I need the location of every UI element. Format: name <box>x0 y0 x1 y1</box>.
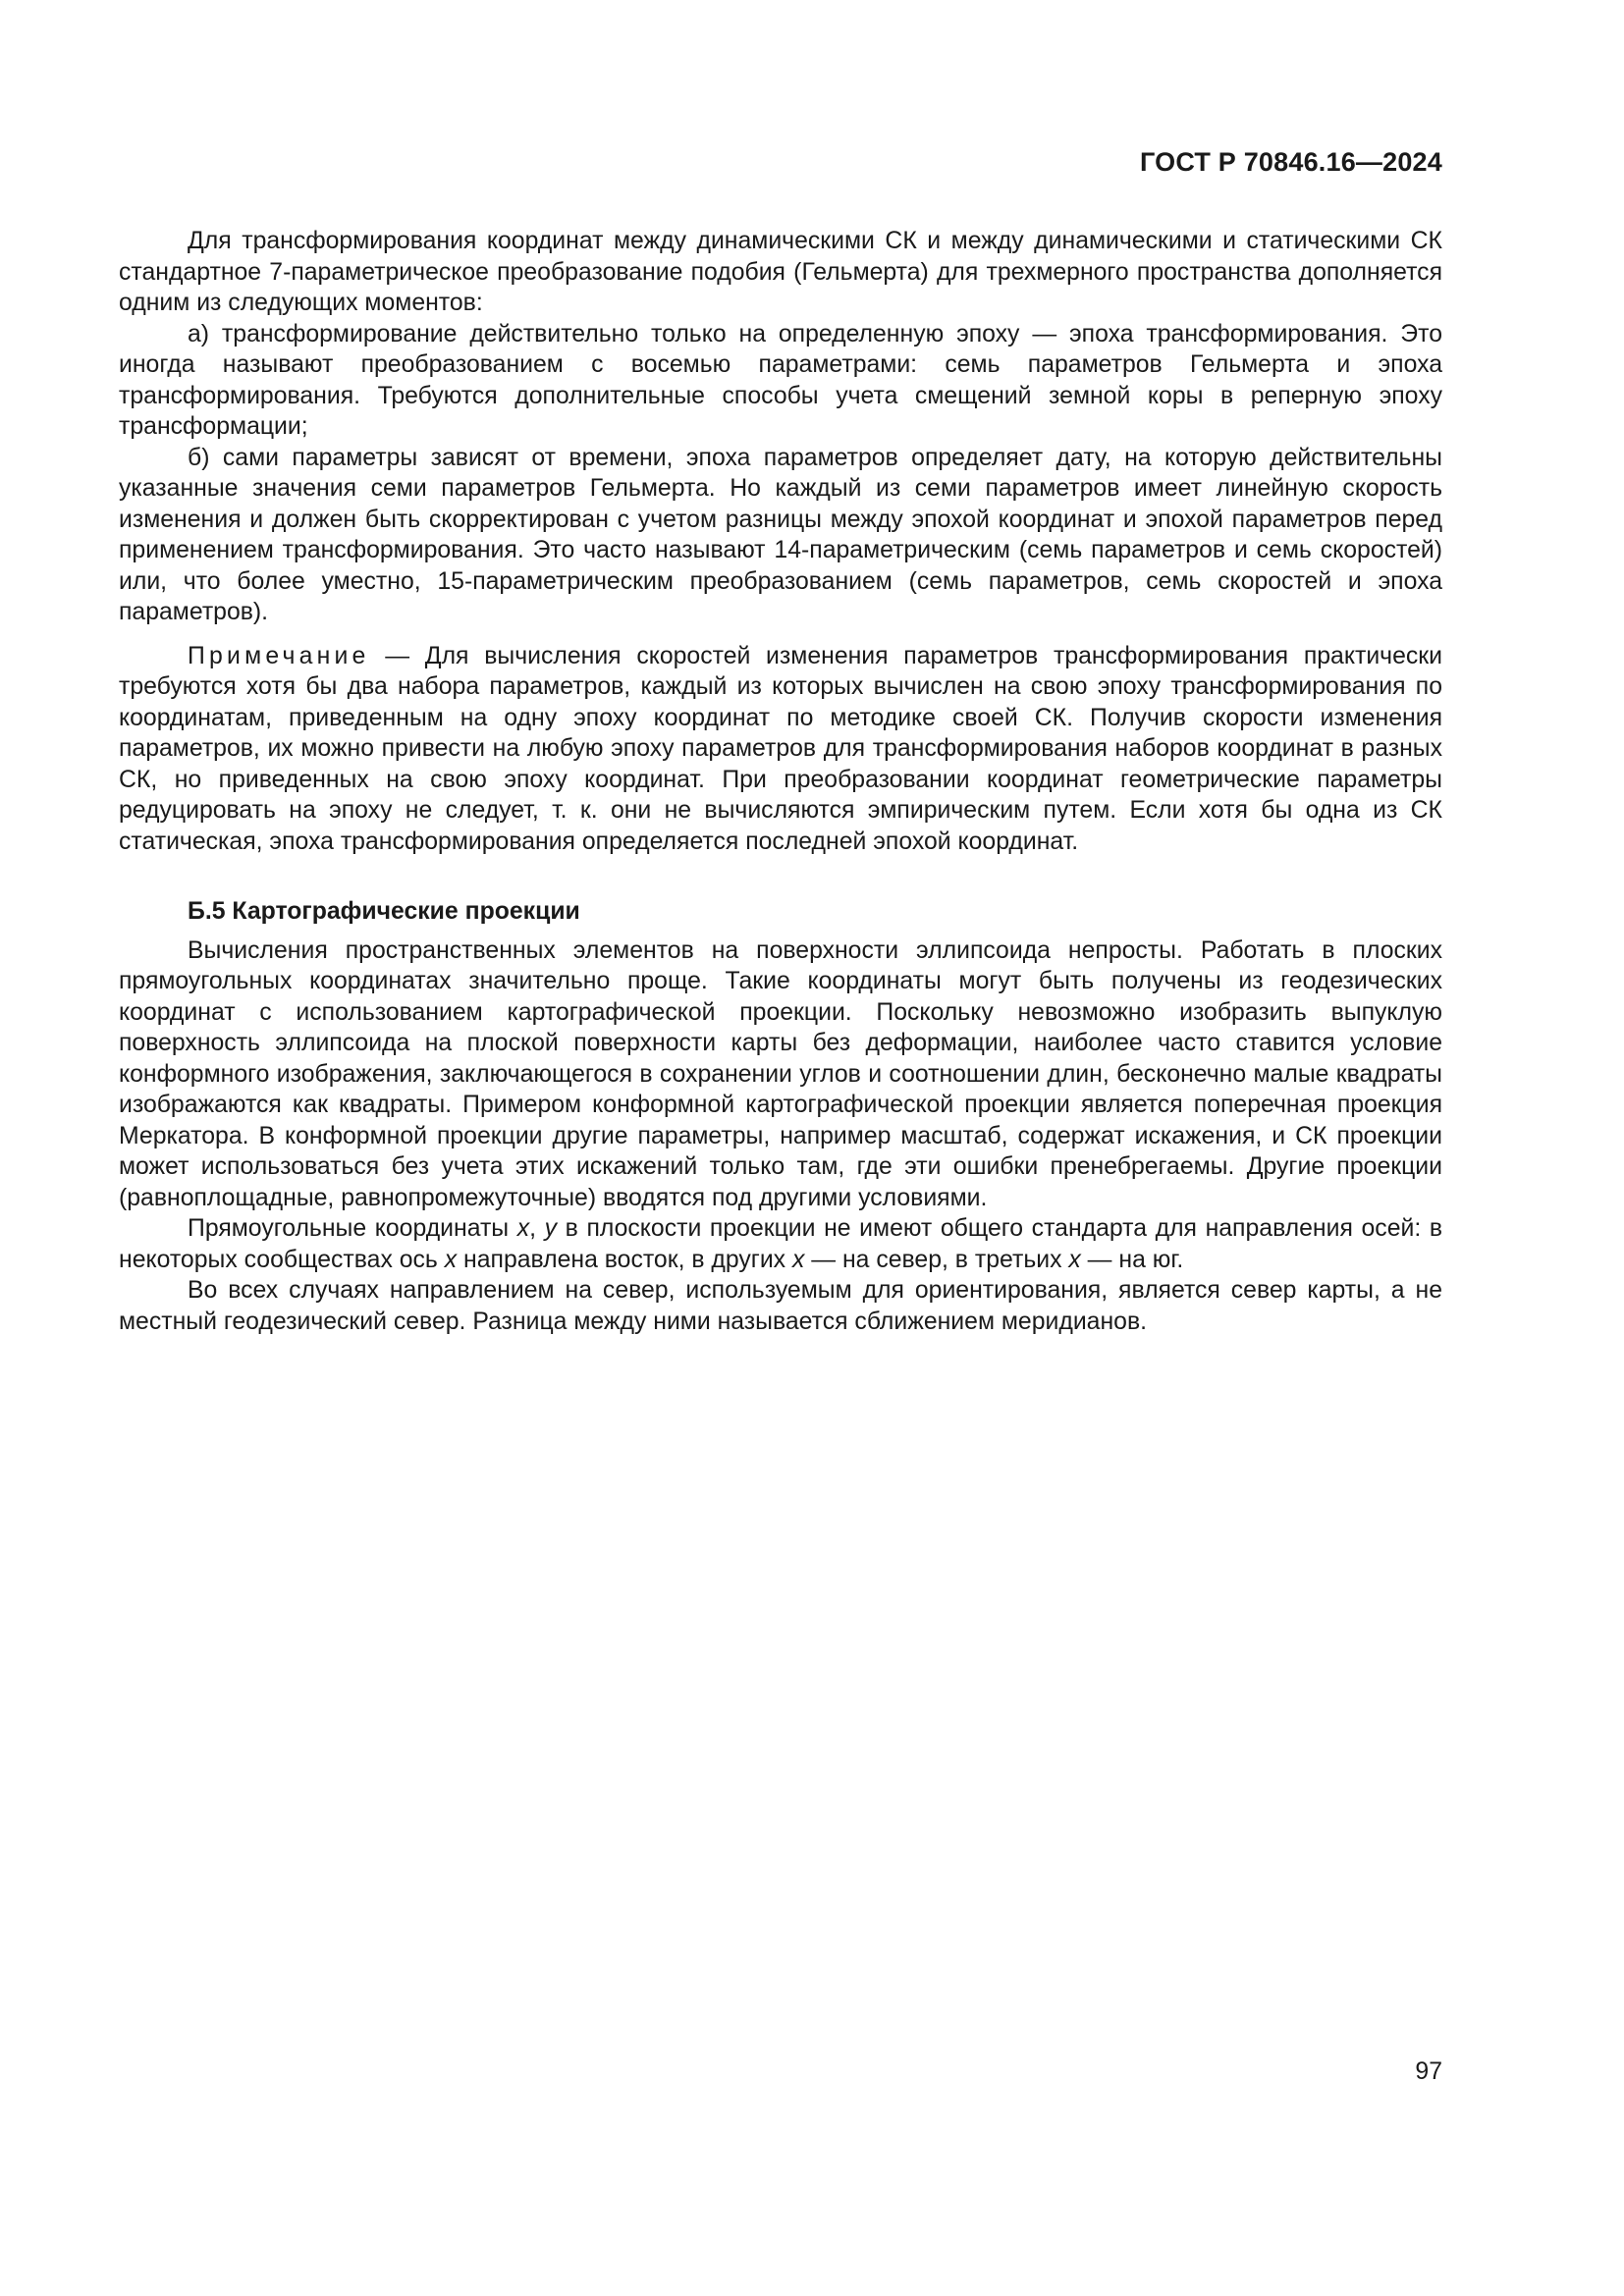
text-fragment: — на юг. <box>1080 1246 1184 1273</box>
text-fragment: направлена восток, в других <box>457 1246 792 1273</box>
section-paragraph-2 <box>119 1213 1442 1275</box>
text-fragment: , <box>529 1215 545 1242</box>
note-text: — Для вычисления скоростей изменения параметров трансформирования практически требуются хотя бы два набора параметров, каждый из которых вычислен на свою эпоху трансформирования по координатам, приведенным на одну эпоху координат по методике своей СК. Получив скорости изменения параметров, их можно привести на любую эпоху параметров для трансформирования наборов координат в разных СК, но приведенных на свою эпоху координат. При преобразовании координат геометрические параметры редуцировать на эпоху не следует, т. к. они не вычисляются эмпирическим путем. Если хотя бы одна из СК статическая, эпоха трансформирования определяется последней эпохой координат. <box>119 642 1442 855</box>
list-item-a: а) трансформирование действительно только на определенную эпоху — эпоха трансформирования. Это иногда называют преобразованием с восемью параметрами: семь параметров Гельмерта и эпоха трансформирования. Требуются дополнительные способы учета смещений земной коры в реперную эпоху трансформации; <box>119 320 1442 440</box>
variable-x: x <box>516 1215 530 1242</box>
text-fragment: — на север, в третьих <box>804 1246 1069 1273</box>
variable-x: x <box>791 1246 805 1273</box>
page-number: 97 <box>1415 2058 1442 2085</box>
variable-x: x <box>444 1246 458 1273</box>
intro-paragraph: Для трансформирования координат между динамическими СК и между динамическими и статическими СК стандартное 7-параметрическое преобразование подобия (Гельмерта) для трехмерного пространства дополняется одним из следующих моментов: <box>119 228 1442 316</box>
section-title: Б.5 Картографические проекции <box>188 898 580 925</box>
list-item-b: б) сами параметры зависят от времени, эпоха параметров определяет дату, на которую действительны указанные значения семи параметров Гельмерта. Но каждый из семи параметров имеет линейную скорость изменения и должен быть скорректирован с учетом разницы между эпохой координат и эпохой параметров перед применением трансформирования. Это часто называют 14-параметрическим (семь параметров и семь скоростей) или, что более уместно, 15-параметрическим преобразованием (семь параметров, семь скоростей и эпоха параметров). <box>119 444 1442 625</box>
variable-y: y <box>544 1215 558 1242</box>
note-paragraph <box>119 641 1442 858</box>
section-paragraph-3: Во всех случаях направлением на север, используемым для ориентирования, является север карты, а не местный геодезический север. Разница между ними называется сближением меридианов. <box>119 1277 1442 1335</box>
document-code-header: ГОСТ Р 70846.16—2024 <box>1140 147 1442 177</box>
section-paragraph-1: Вычисления пространственных элементов на поверхности эллипсоида непросты. Работать в плоских прямоугольных координатах значительно проще. Такие координаты могут быть получены из геодезических координат с использованием картографической проекции. Поскольку невозможно изобразить выпуклую поверхность эллипсоида на плоской поверхности карты без деформации, наиболее часто ставится условие конформного изображения, заключающегося в сохранении углов и соотношении длин, бесконечно малые квадраты изображаются как квадраты. Примером конформной картографической проекции является поперечная проекция Меркатора. В конформной проекции другие параметры, например масштаб, содержат искажения, и СК проекции может использоваться без учета этих искажений только там, где эти ошибки пренебрегаемы. Другие проекции (равноплощадные, равнопромежуточные) вводятся под другими условиями. <box>119 936 1442 1211</box>
main-content <box>119 226 1442 1337</box>
variable-x: x <box>1068 1246 1081 1273</box>
text-fragment: в плоскости проекции не имеют общего стандарта для направления осей: в некоторых сообществах ось <box>119 1215 1443 1273</box>
note-label: Примечание <box>188 642 370 669</box>
text-fragment: Прямоугольные координаты <box>188 1215 517 1242</box>
